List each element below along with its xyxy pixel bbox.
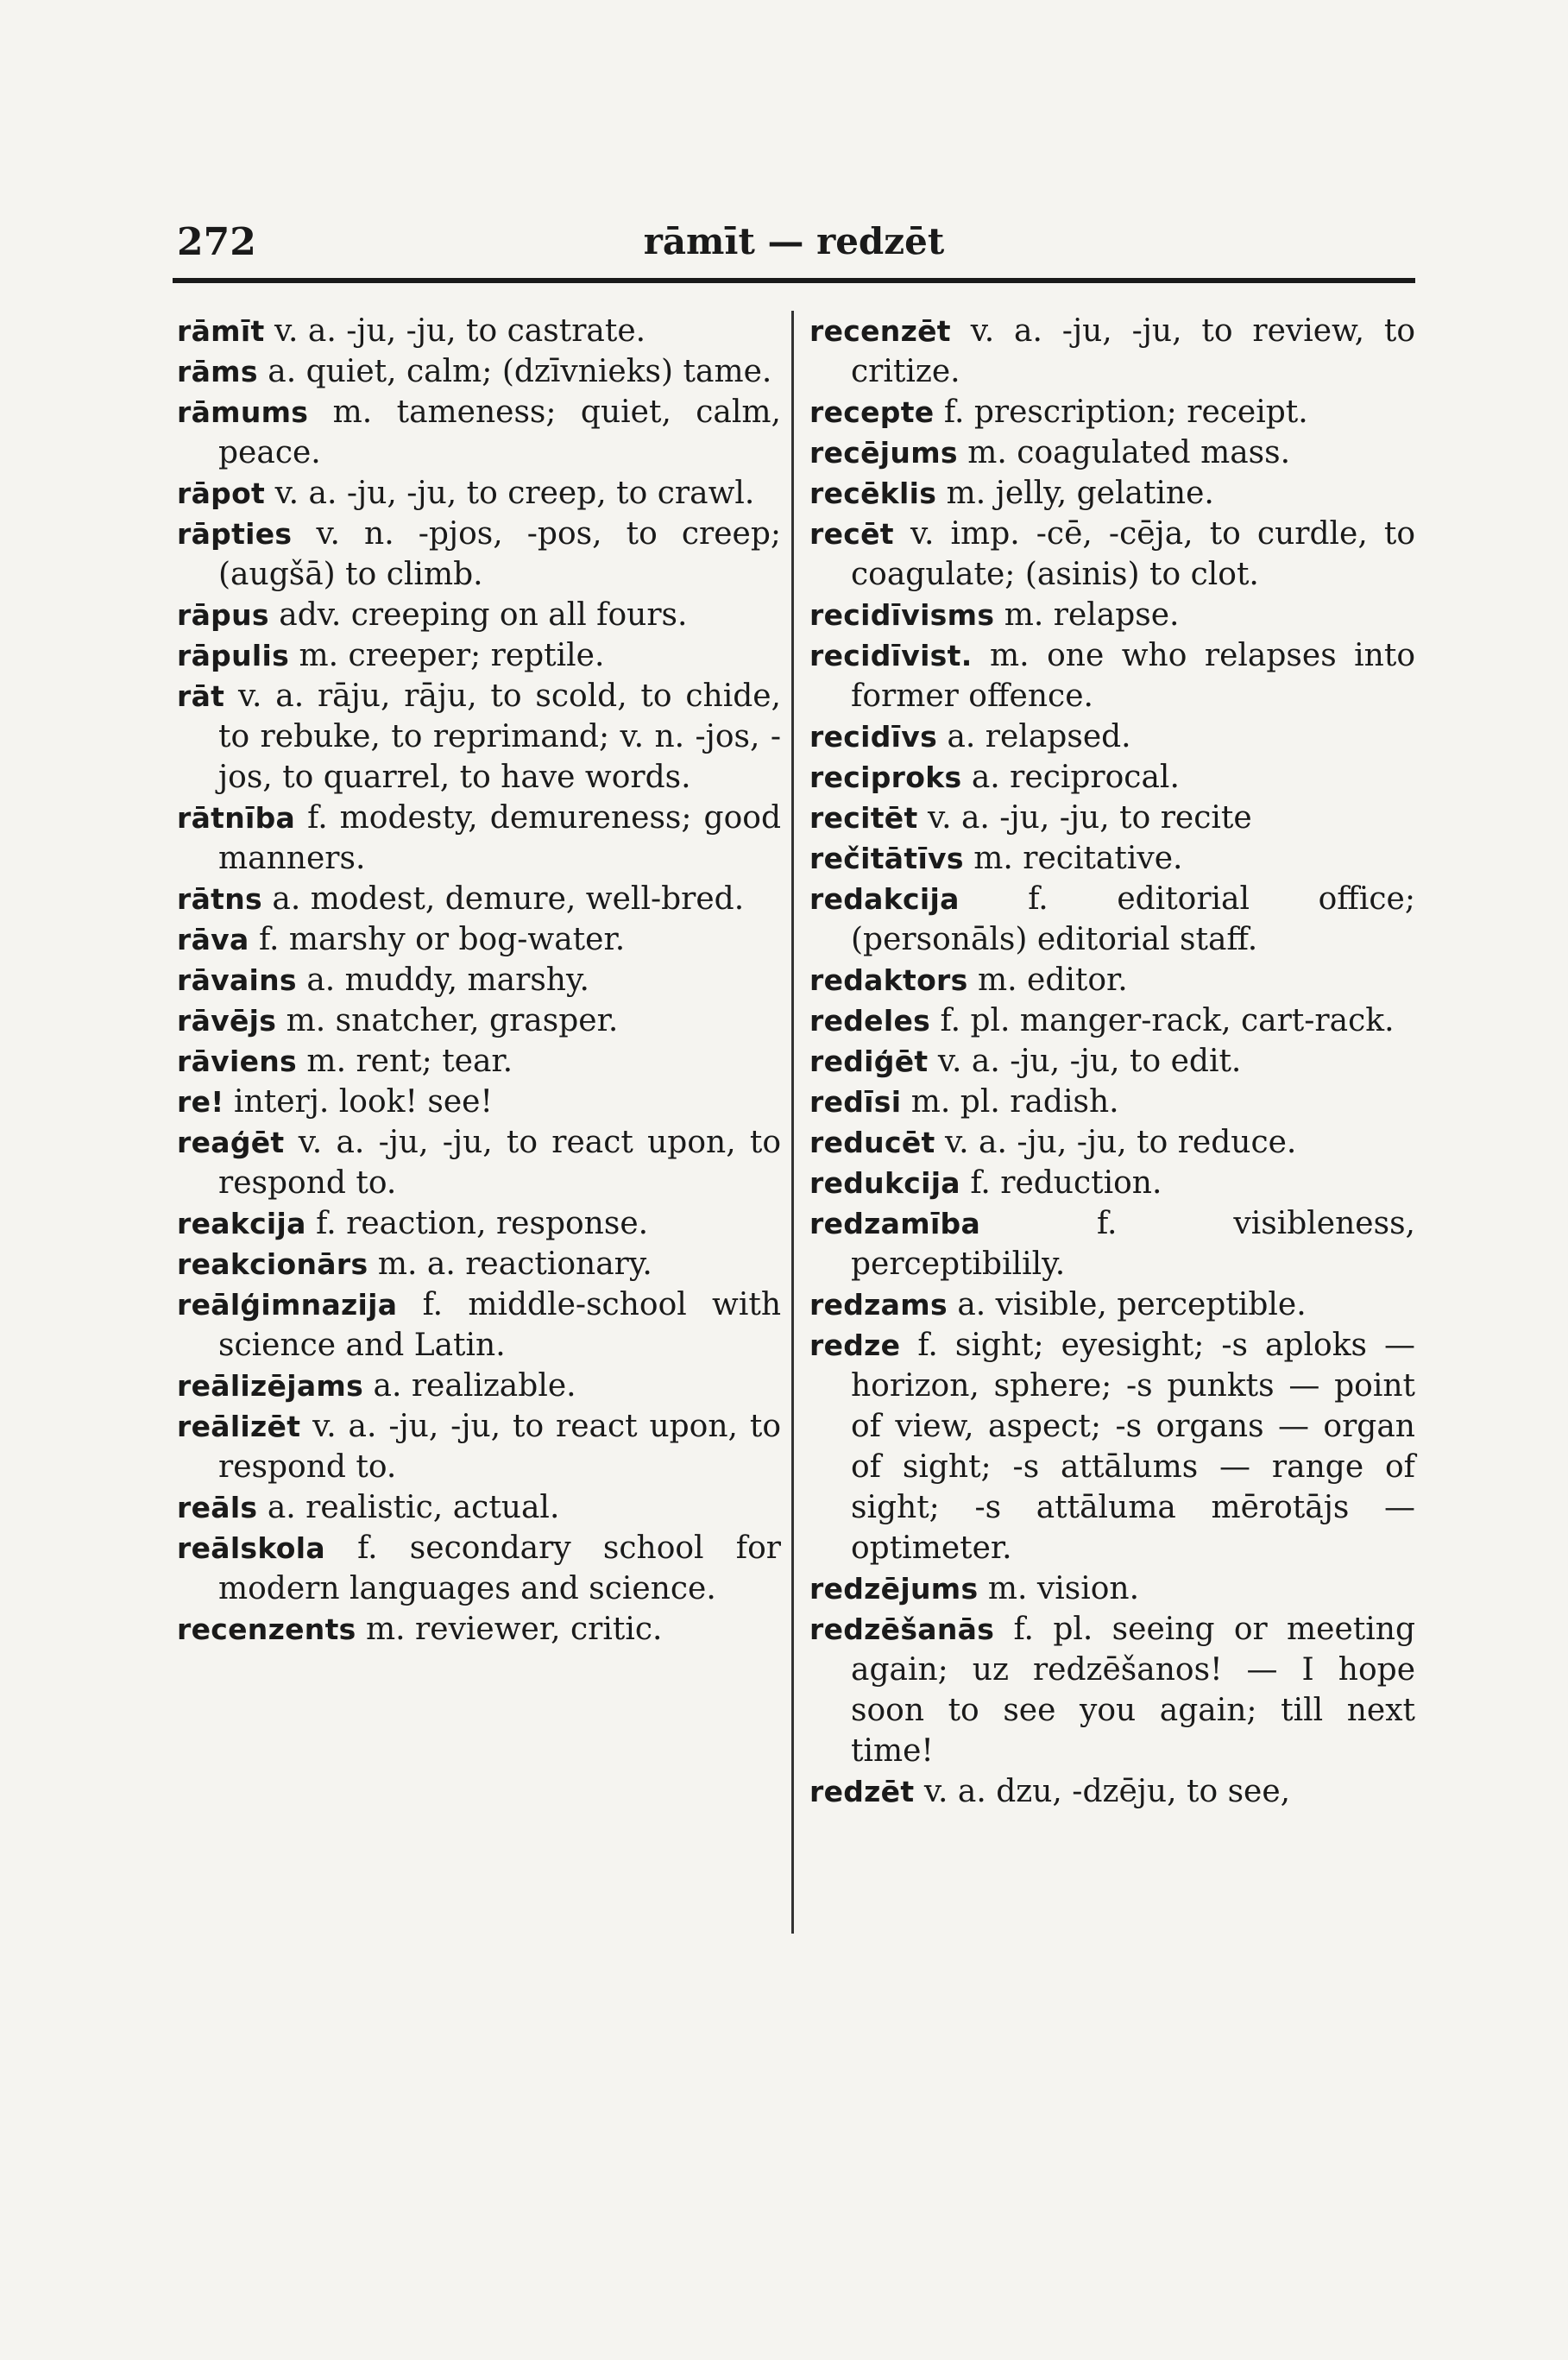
entry-definition: a. visible, perceptible. bbox=[947, 1287, 1307, 1322]
dictionary-entry bbox=[809, 960, 1415, 1000]
dictionary-entry bbox=[809, 1000, 1415, 1041]
dictionary-entry bbox=[177, 1487, 781, 1528]
entry-headword: rediģēt bbox=[809, 1044, 929, 1078]
dictionary-entry bbox=[809, 595, 1415, 635]
entry-headword: redakcija bbox=[809, 882, 960, 916]
dictionary-entry bbox=[809, 1325, 1415, 1568]
dictionary-entry bbox=[177, 676, 781, 798]
entry-headword: redīsi bbox=[809, 1085, 902, 1119]
entry-definition: m. pl. radish. bbox=[901, 1084, 1119, 1120]
entry-headword: rāms bbox=[177, 355, 258, 388]
entry-definition: m. snatcher, grasper. bbox=[276, 1003, 619, 1038]
entry-definition: v. a. -ju, -ju, to react upon, to respond to. bbox=[218, 1125, 781, 1201]
entry-definition: a. relapsed. bbox=[937, 719, 1131, 754]
entry-headword: recidīvs bbox=[809, 720, 938, 754]
dictionary-entry bbox=[177, 311, 781, 351]
dictionary-entry bbox=[809, 757, 1415, 798]
dictionary-entry bbox=[809, 473, 1415, 514]
entry-definition: m. reviewer, critic. bbox=[356, 1612, 663, 1647]
dictionary-entry bbox=[177, 919, 781, 960]
entry-headword: redzēšanās bbox=[809, 1612, 995, 1646]
dictionary-entry bbox=[177, 473, 781, 514]
right-column bbox=[809, 311, 1415, 1812]
dictionary-entry bbox=[809, 879, 1415, 960]
entry-headword: redeles bbox=[809, 1004, 931, 1038]
dictionary-entry bbox=[809, 838, 1415, 879]
dictionary-entry bbox=[177, 514, 781, 595]
entry-headword: rāmīt bbox=[177, 314, 265, 348]
entry-headword: recēt bbox=[809, 517, 894, 551]
entry-headword: reducēt bbox=[809, 1126, 935, 1159]
entry-headword: recēklis bbox=[809, 476, 937, 510]
left-column bbox=[177, 311, 781, 1650]
dictionary-entry bbox=[809, 716, 1415, 757]
entry-headword: reciproks bbox=[809, 760, 962, 794]
entry-headword: rāva bbox=[177, 923, 249, 956]
dictionary-entry bbox=[177, 635, 781, 676]
dictionary-entry bbox=[809, 392, 1415, 432]
entry-definition: v. a. -ju, -ju, to creep, to crawl. bbox=[265, 476, 755, 511]
entry-definition: f. prescription; receipt. bbox=[934, 394, 1308, 430]
entry-definition: f. modesty, demureness; good manners. bbox=[218, 800, 781, 876]
entry-definition: v. a. -ju, -ju, to review, to critize. bbox=[851, 313, 1415, 389]
entry-definition: m. tameness; quiet, calm, peace. bbox=[218, 394, 781, 470]
entry-definition: m. a. reactionary. bbox=[368, 1246, 652, 1282]
dictionary-entry bbox=[809, 1284, 1415, 1325]
entry-definition: f. visibleness, perceptibilily. bbox=[851, 1206, 1415, 1282]
dictionary-entry bbox=[177, 351, 781, 392]
dictionary-entry bbox=[809, 1771, 1415, 1812]
entry-headword: reāls bbox=[177, 1491, 258, 1524]
entry-definition: m. editor. bbox=[967, 962, 1128, 998]
dictionary-entry bbox=[177, 879, 781, 919]
dictionary-entry bbox=[809, 311, 1415, 392]
entry-headword: rāviens bbox=[177, 1044, 297, 1078]
page-header bbox=[177, 220, 1411, 281]
entry-headword: rāpulis bbox=[177, 639, 290, 672]
entry-definition: m. jelly, gelatine. bbox=[936, 476, 1214, 511]
entry-headword: rāt bbox=[177, 679, 225, 713]
entry-definition: m. one who relapses into former offence. bbox=[851, 638, 1415, 714]
entry-definition: m. vision. bbox=[978, 1571, 1140, 1606]
dictionary-entry bbox=[177, 1284, 781, 1366]
entry-headword: redukcija bbox=[809, 1166, 960, 1200]
dictionary-entry bbox=[809, 514, 1415, 595]
entry-headword: redzēt bbox=[809, 1775, 915, 1808]
entry-definition: a. quiet, calm; (dzīvnieks) tame. bbox=[257, 354, 772, 389]
entry-definition: v. a. -ju, -ju, to edit. bbox=[928, 1044, 1242, 1079]
dictionary-entry bbox=[809, 1082, 1415, 1122]
dictionary-entry bbox=[809, 1203, 1415, 1284]
entry-headword: rāpties bbox=[177, 517, 293, 551]
dictionary-entry bbox=[809, 1122, 1415, 1163]
dictionary-entry bbox=[177, 1528, 781, 1609]
column-divider bbox=[791, 311, 794, 1934]
dictionary-entry bbox=[177, 1366, 781, 1406]
entry-definition: m. creeper; reptile. bbox=[289, 638, 605, 673]
entry-definition: f. reaction, response. bbox=[305, 1206, 649, 1241]
entry-headword: redzams bbox=[809, 1288, 948, 1322]
entry-headword: recepte bbox=[809, 395, 935, 429]
running-head: rāmīt — redzēt bbox=[643, 220, 945, 262]
entry-definition: interj. look! see! bbox=[224, 1084, 493, 1120]
entry-definition: f. middle-school with science and Latin. bbox=[218, 1287, 781, 1363]
entry-definition: v. a. -ju, -ju, to castrate. bbox=[264, 313, 646, 349]
entry-headword: recējums bbox=[809, 436, 958, 470]
dictionary-entry bbox=[177, 392, 781, 473]
dictionary-entry bbox=[809, 635, 1415, 716]
dictionary-entry bbox=[809, 1609, 1415, 1771]
entry-definition: f. marshy or bog-water. bbox=[249, 922, 626, 957]
entry-headword: reaģēt bbox=[177, 1126, 285, 1159]
entry-definition: a. realizable. bbox=[363, 1368, 576, 1404]
entry-headword: reakcionārs bbox=[177, 1247, 368, 1281]
entry-headword: redaktors bbox=[809, 963, 968, 997]
entry-definition: v. n. -pjos, -pos, to creep; (augšā) to climb. bbox=[218, 516, 781, 592]
dictionary-entry bbox=[809, 432, 1415, 473]
entry-headword: recitēt bbox=[809, 801, 918, 835]
entry-headword: rāpus bbox=[177, 598, 269, 632]
dictionary-entry bbox=[809, 1568, 1415, 1609]
entry-headword: rāvains bbox=[177, 963, 297, 997]
entry-headword: reālģimnazija bbox=[177, 1288, 398, 1322]
dictionary-entry bbox=[177, 1244, 781, 1284]
entry-definition: adv. creeping on all fours. bbox=[268, 597, 688, 633]
entry-headword: redzējums bbox=[809, 1572, 979, 1606]
entry-definition: v. a. -ju, -ju, to react upon, to respond to. bbox=[218, 1409, 781, 1485]
dictionary-entry bbox=[177, 1082, 781, 1122]
entry-headword: rāpot bbox=[177, 476, 266, 510]
dictionary-entry bbox=[177, 595, 781, 635]
entry-definition: a. realistic, actual. bbox=[257, 1490, 560, 1525]
dictionary-entry bbox=[177, 1000, 781, 1041]
dictionary-entry bbox=[177, 1122, 781, 1203]
dictionary-entry bbox=[809, 798, 1415, 838]
header-rule bbox=[173, 278, 1415, 283]
entry-headword: recidīvisms bbox=[809, 598, 995, 632]
entry-headword: recenzents bbox=[177, 1612, 356, 1646]
entry-headword: reālizēt bbox=[177, 1410, 301, 1443]
entry-definition: a. reciprocal. bbox=[961, 760, 1180, 795]
entry-definition: v. a. -ju, -ju, to reduce. bbox=[935, 1125, 1297, 1160]
entry-headword: redzamība bbox=[809, 1207, 981, 1240]
dictionary-entry bbox=[809, 1041, 1415, 1082]
entry-definition: v. a. rāju, rāju, to scold, to chide, to rebuke, to reprimand; v. n. -jos, -jos, to quarrel, to have words. bbox=[218, 678, 781, 795]
entry-headword: recenzēt bbox=[809, 314, 951, 348]
page-number: 272 bbox=[177, 220, 256, 264]
dictionary-entry bbox=[177, 960, 781, 1000]
entry-definition: m. recitative. bbox=[963, 841, 1183, 876]
entry-headword: redze bbox=[809, 1328, 901, 1362]
entry-definition: v. imp. -cē, -cēja, to curdle, to coagulate; (asinis) to clot. bbox=[851, 516, 1415, 592]
entry-definition: v. a. -ju, -ju, to recite bbox=[917, 800, 1252, 836]
entry-definition: m. rent; tear. bbox=[296, 1044, 513, 1079]
entry-definition: f. reduction. bbox=[960, 1165, 1162, 1201]
entry-headword: rātns bbox=[177, 882, 262, 916]
dictionary-entry bbox=[177, 1609, 781, 1650]
entry-definition: f. pl. seeing or meeting again; uz redzēšanos! — I hope soon to see you again; till next time! bbox=[851, 1612, 1415, 1769]
dictionary-entry bbox=[177, 1203, 781, 1244]
entry-headword: reālizējams bbox=[177, 1369, 364, 1403]
entry-headword: reālskola bbox=[177, 1531, 325, 1565]
entry-definition: m. relapse. bbox=[994, 597, 1180, 633]
dictionary-entry bbox=[177, 1406, 781, 1487]
dictionary-entry bbox=[177, 798, 781, 879]
entry-definition: f. pl. manger-rack, cart-rack. bbox=[930, 1003, 1395, 1038]
dictionary-entry bbox=[177, 1041, 781, 1082]
entry-headword: recidīvist. bbox=[809, 639, 973, 672]
entry-definition: m. coagulated mass. bbox=[957, 435, 1291, 470]
entry-headword: rāvējs bbox=[177, 1004, 277, 1038]
entry-definition: f. sight; eyesight; -s aploks — horizon, sphere; -s punkts — point of view, aspect; -s organs — organ of sight; -s attālums — range of sight; -s attāluma mērotājs — optimeter. bbox=[851, 1328, 1415, 1566]
entry-headword: re! bbox=[177, 1085, 224, 1119]
dictionary-entry bbox=[809, 1163, 1415, 1203]
entry-headword: reakcija bbox=[177, 1207, 306, 1240]
entry-definition: a. modest, demure, well-bred. bbox=[261, 881, 745, 917]
entry-headword: rātnība bbox=[177, 801, 296, 835]
entry-definition: a. muddy, marshy. bbox=[296, 962, 589, 998]
entry-definition: f. editorial office; (personāls) editorial staff. bbox=[851, 881, 1415, 957]
entry-headword: rečitātīvs bbox=[809, 842, 964, 875]
entry-definition: v. a. dzu, -dzēju, to see, bbox=[914, 1774, 1291, 1809]
entry-definition: f. secondary school for modern languages and science. bbox=[218, 1530, 781, 1606]
entry-headword: rāmums bbox=[177, 395, 309, 429]
